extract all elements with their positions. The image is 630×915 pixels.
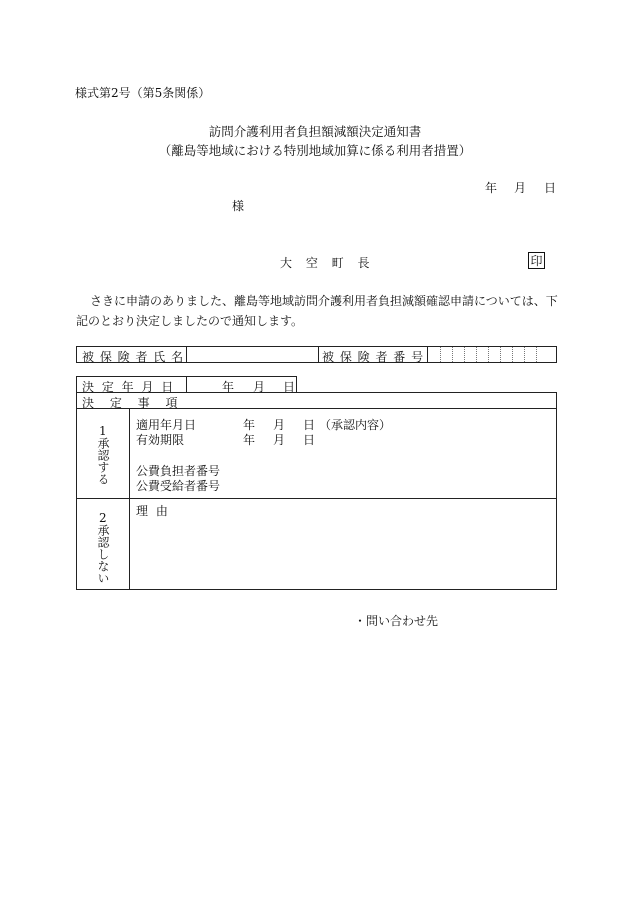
reason-label: 理 由 (136, 504, 170, 518)
date-year: 年 (485, 181, 498, 195)
digit-sep (512, 347, 513, 362)
apply-year: 年 (243, 418, 256, 432)
contact-label: ・問い合わせ先 (354, 614, 439, 628)
insured-divider-2 (318, 346, 319, 363)
insured-divider-1 (186, 346, 187, 363)
form-number: 様式第2号（第5条関係） (75, 86, 211, 100)
date-day: 日 (544, 181, 557, 195)
digit-sep (464, 347, 465, 362)
approval-content-label: （承認内容） (319, 418, 392, 432)
insured-number-label: 被 保 険 者 番 号 (322, 350, 425, 364)
approve-label: 承認する (96, 437, 110, 485)
decision-items-label: 決 定 事 項 (82, 396, 178, 410)
digit-sep (500, 347, 501, 362)
reject-label: 承認しない (96, 524, 110, 584)
public-payer-label: 公費負担者番号 (136, 464, 221, 478)
digit-sep (488, 347, 489, 362)
reject-number: 2 (99, 511, 107, 525)
digit-sep (452, 347, 453, 362)
valid-year: 年 (243, 433, 256, 447)
valid-month: 月 (273, 433, 286, 447)
decision-date-year: 年 (222, 380, 235, 394)
decision-date-divider (186, 376, 187, 393)
insured-name-label: 被 保 険 者 氏 名 (82, 350, 185, 364)
decision-date-label: 決 定 年 月 日 (82, 380, 176, 394)
apply-month: 月 (273, 418, 286, 432)
document-title: 訪問介護利用者負担額減額決定通知書 (208, 124, 422, 139)
apply-day: 日 (303, 418, 316, 432)
digit-sep (476, 347, 477, 362)
reason-field[interactable] (130, 499, 556, 589)
digit-sep (524, 347, 525, 362)
body-text-line1: さきに申請のありました、離島等地域訪問介護利用者負担減額確認申請については、下 (90, 294, 558, 308)
date-month: 月 (514, 181, 527, 195)
recipient-suffix: 様 (232, 199, 245, 213)
seal-mark: 印 (528, 252, 545, 269)
valid-day: 日 (303, 433, 316, 447)
public-recipient-label: 公費受給者番号 (136, 479, 221, 493)
approve-number: 1 (99, 424, 107, 438)
apply-date-label: 適用年月日 (136, 418, 197, 432)
document-subtitle: （離島等地域における特別地域加算に係る利用者措置） (158, 143, 472, 158)
decision-date-day: 日 (283, 380, 296, 394)
digit-sep (440, 347, 441, 362)
insured-name-field[interactable] (188, 346, 317, 363)
issuer: 大 空 町 長 (280, 256, 375, 270)
decision-date-month: 月 (253, 380, 266, 394)
digit-sep (536, 347, 537, 362)
validity-label: 有効期限 (136, 433, 185, 447)
body-text-line2: 記のとおり決定しましたので通知します。 (76, 314, 304, 328)
decision-items-header-line (76, 408, 557, 409)
